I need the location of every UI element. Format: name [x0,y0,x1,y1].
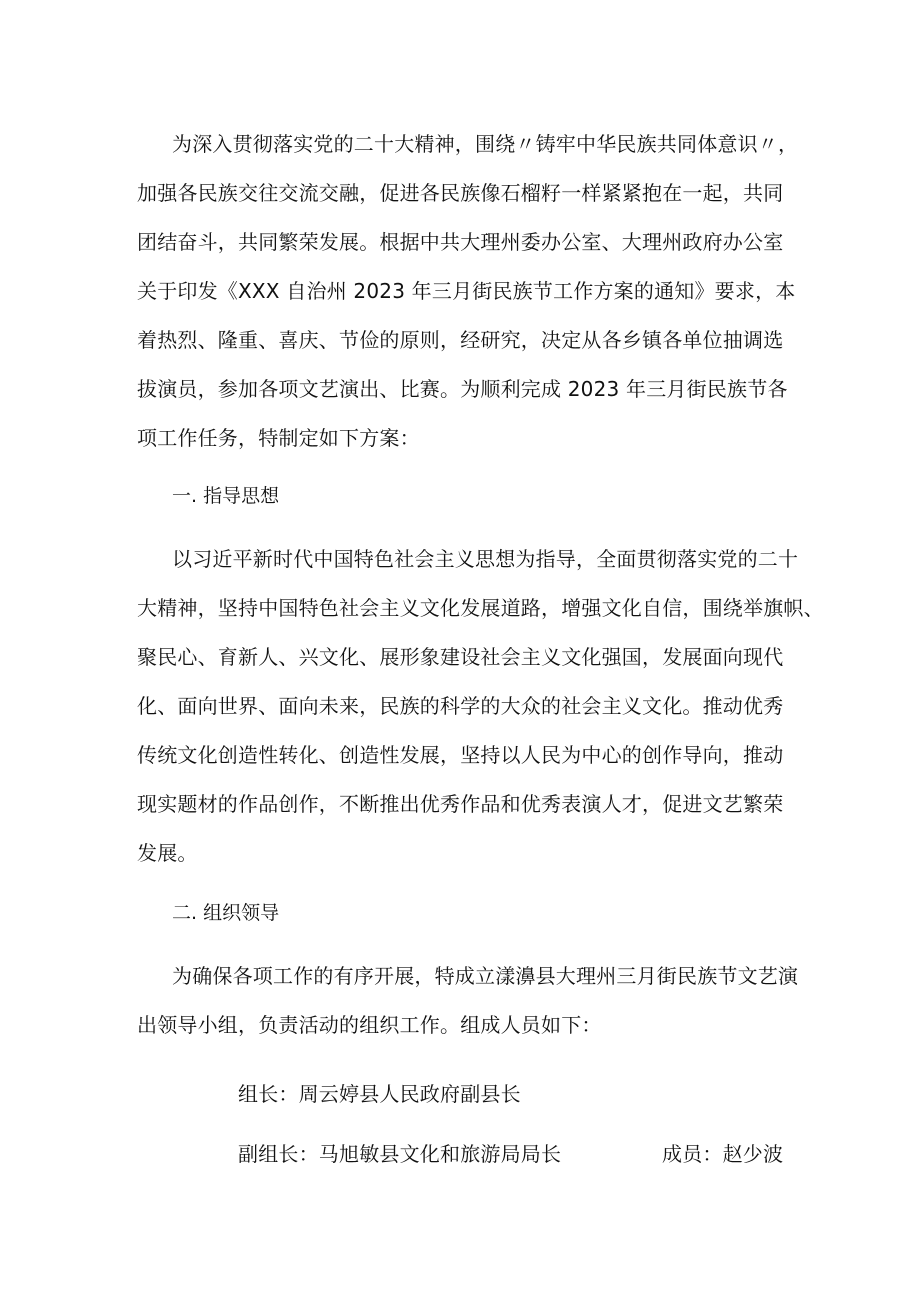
section1-line: 传统文化创造性转化、创造性发展，坚持以人民为中心的创作导向，推动 [137,743,784,767]
deputy-group-leader: 副组长：马旭敏县文化和旅游局局长 [238,1142,562,1166]
section1-line: 大精神，坚持中国特色社会主义文化发展道路，增强文化自信，围绕举旗帜、 [137,596,824,620]
section1-line: 化、面向世界、面向未来，民族的科学的大众的社会主义文化。推动优秀 [137,694,784,718]
section1-line: 以习近平新时代中国特色社会主义思想为指导，全面贯彻落实党的二十 [172,547,799,571]
intro-line: 为深入贯彻落实党的二十大精神，围绕〃铸牢中华民族共同体意识〃， [172,132,799,156]
intro-line: 加强各民族交往交流交融，促进各民族像石榴籽一样紧紧抱在一起，共同 [137,181,784,205]
group-member: 成员：赵少波 [662,1142,784,1166]
intro-line: 拔演员，参加各项文艺演出、比赛。为顺利完成 2023 年三月街民族节各 [137,377,788,401]
section1-line: 现实题材的作品创作，不断推出优秀作品和优秀表演人才，促进文艺繁荣 [137,792,784,816]
intro-line: 团结奋斗，共同繁荣发展。根据中共大理州委办公室、大理州政府办公室 [137,230,784,254]
intro-line: 项工作任务，特制定如下方案： [137,426,420,450]
group-leader: 组长：周云婷县人民政府副县长 [238,1082,521,1106]
section2-line: 出领导小组，负责活动的组织工作。组成人员如下： [137,1013,602,1037]
section1-line: 发展。 [137,841,198,865]
section2-line: 为确保各项工作的有序开展，特成立漾濞县大理州三月街民族节文艺演 [172,964,799,988]
section-heading-organization: 二. 组织领导 [172,902,280,924]
section1-line: 聚民心、育新人、兴文化、展形象建设社会主义文化强国，发展面向现代 [137,645,784,669]
intro-line: 关于印发《XXX 自治州 2023 年三月街民族节工作方案的通知》要求，本 [137,279,796,303]
section-heading-guiding-ideology: 一. 指导思想 [172,485,280,507]
intro-line: 着热烈、隆重、喜庆、节俭的原则，经研究，决定从各乡镇各单位抽调选 [137,328,784,352]
